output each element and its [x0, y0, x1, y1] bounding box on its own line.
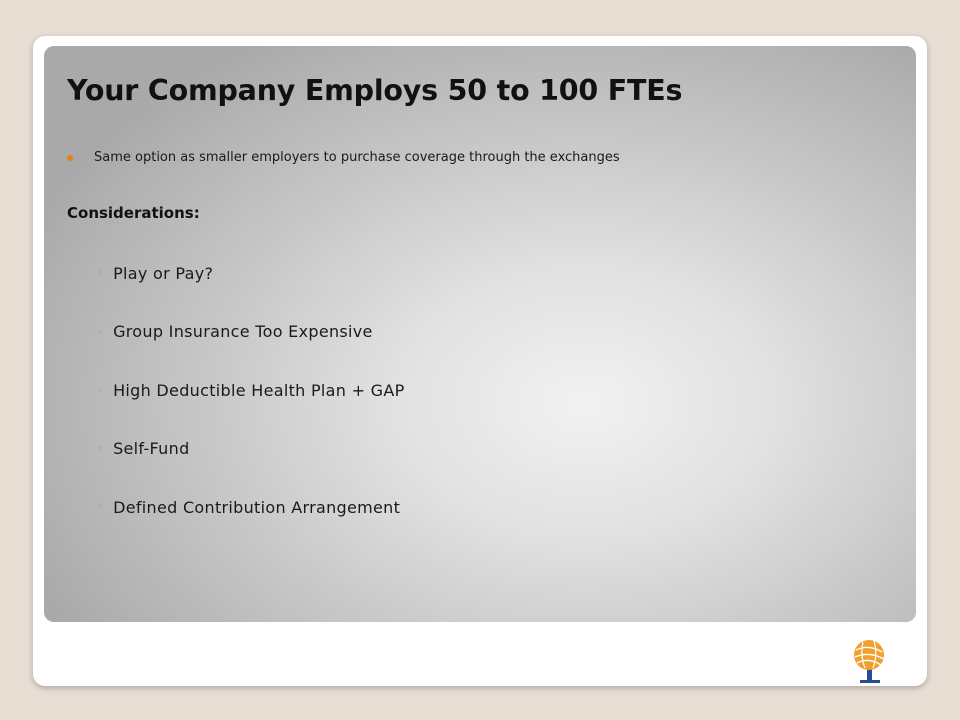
slide-title: Your Company Employs 50 to 100 FTEs — [67, 74, 683, 107]
list-item-text: Group Insurance Too Expensive — [113, 322, 373, 341]
list-item-text: Defined Contribution Arrangement — [113, 497, 401, 517]
content-panel — [44, 46, 916, 622]
list-item — [97, 436, 405, 462]
circle-bullet-icon: ◦ — [97, 383, 105, 397]
list-item-text: High Deductible Health Plan + GAP — [113, 380, 405, 400]
tree-logo-icon — [847, 638, 893, 684]
circle-bullet-icon: ◦ — [97, 441, 105, 456]
list-item-text: Play or Pay? — [113, 263, 214, 283]
list-item-text: Self-Fund — [113, 439, 190, 458]
list-item — [97, 494, 405, 520]
considerations-heading: Considerations: — [67, 204, 200, 222]
circle-bullet-icon: ◦ — [97, 324, 105, 339]
bullet-text: Same option as smaller employers to purchase coverage through the exchanges — [94, 150, 620, 165]
circle-bullet-icon: ◦ — [97, 266, 105, 280]
list-item — [97, 319, 405, 345]
circle-bullet-icon: ◦ — [97, 500, 105, 514]
list-item — [97, 260, 405, 286]
considerations-list — [97, 260, 405, 553]
list-item — [97, 377, 405, 403]
bullet-item — [67, 150, 620, 165]
bullet-dot-icon — [67, 155, 73, 161]
slide-card — [33, 36, 927, 686]
